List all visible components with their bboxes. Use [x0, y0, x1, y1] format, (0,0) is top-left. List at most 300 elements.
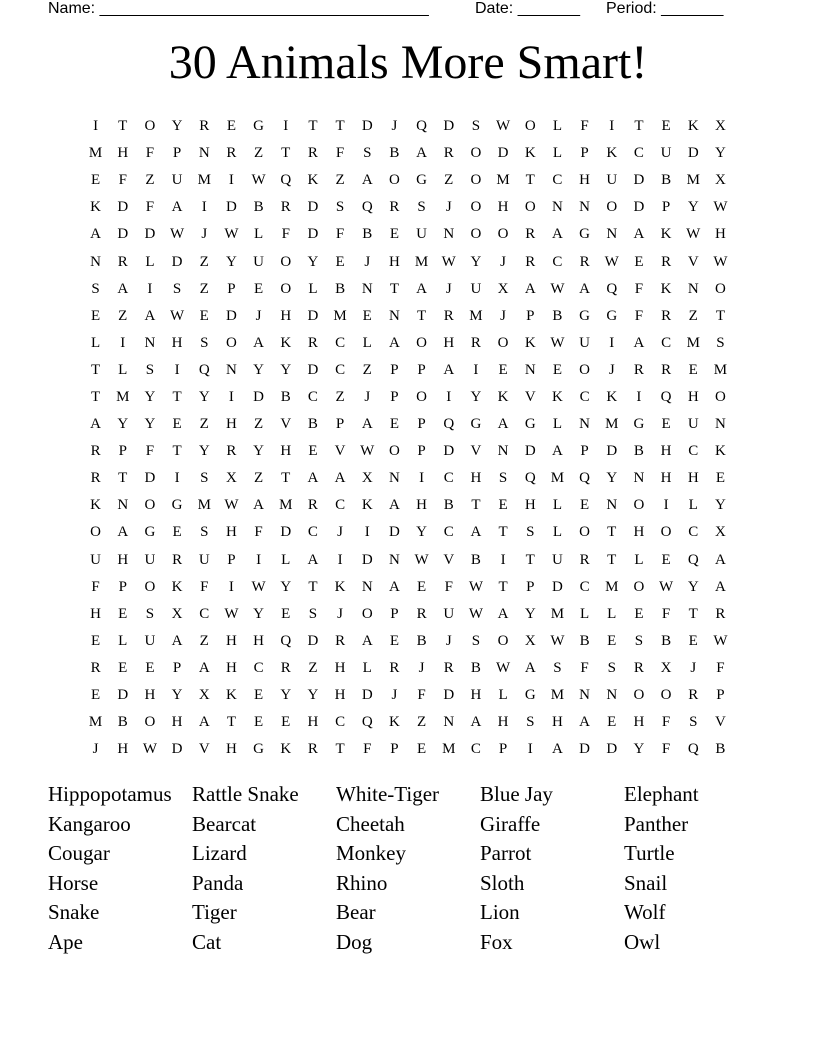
grid-letter[interactable]: E — [118, 605, 128, 622]
grid-letter[interactable]: U — [579, 334, 590, 351]
grid-letter[interactable]: B — [443, 497, 454, 514]
grid-letter[interactable]: D — [606, 741, 618, 758]
grid-letter[interactable]: O — [633, 497, 645, 514]
grid-letter[interactable]: U — [606, 172, 618, 189]
grid-letter[interactable]: J — [500, 253, 506, 270]
grid-letter[interactable]: A — [470, 524, 482, 541]
grid-letter[interactable]: N — [606, 226, 618, 243]
grid-letter[interactable]: A — [524, 280, 536, 297]
grid-letter[interactable]: W — [550, 632, 565, 649]
grid-letter[interactable]: U — [551, 551, 563, 568]
grid-letter[interactable]: T — [607, 524, 617, 541]
grid-letter[interactable]: W — [468, 605, 483, 622]
grid-letter[interactable]: A — [171, 199, 183, 216]
grid-letter[interactable]: S — [526, 714, 535, 731]
grid-letter[interactable]: O — [714, 388, 726, 405]
grid-letter[interactable]: C — [470, 741, 481, 758]
grid-letter[interactable]: F — [580, 659, 589, 676]
grid-letter[interactable]: I — [174, 361, 180, 378]
grid-letter[interactable]: S — [200, 470, 209, 487]
grid-letter[interactable]: P — [390, 741, 399, 758]
grid-letter[interactable]: I — [256, 551, 262, 568]
grid-letter[interactable]: A — [388, 578, 400, 595]
grid-letter[interactable]: W — [713, 199, 728, 216]
grid-letter[interactable]: O — [144, 118, 156, 135]
grid-letter[interactable]: W — [550, 280, 565, 297]
grid-letter[interactable]: M — [496, 172, 510, 189]
grid-letter[interactable]: Z — [335, 172, 345, 189]
grid-letter[interactable]: D — [307, 632, 319, 649]
grid-letter[interactable]: A — [551, 226, 563, 243]
grid-letter[interactable]: J — [418, 659, 425, 676]
grid-letter[interactable]: F — [363, 741, 372, 758]
grid-letter[interactable]: O — [388, 443, 400, 460]
grid-letter[interactable]: W — [604, 253, 619, 270]
grid-letter[interactable]: F — [200, 578, 209, 595]
grid-letter[interactable]: B — [416, 632, 427, 649]
grid-letter[interactable]: L — [308, 280, 318, 297]
grid-letter[interactable]: R — [715, 605, 726, 622]
grid-letter[interactable]: Y — [307, 253, 319, 270]
grid-letter[interactable]: A — [497, 605, 509, 622]
grid-letter[interactable]: R — [443, 659, 454, 676]
grid-letter[interactable]: D — [144, 470, 156, 487]
grid-letter[interactable]: O — [714, 280, 726, 297]
grid-letter[interactable]: R — [579, 253, 590, 270]
grid-letter[interactable]: K — [606, 388, 618, 405]
grid-letter[interactable]: Q — [280, 172, 292, 189]
grid-letter[interactable]: D — [443, 443, 455, 460]
grid-letter[interactable]: A — [90, 226, 101, 243]
grid-letter[interactable]: D — [633, 172, 645, 189]
grid-letter[interactable]: M — [414, 253, 429, 270]
grid-letter[interactable]: Y — [171, 118, 183, 135]
grid-letter[interactable]: I — [228, 578, 234, 595]
grid-letter[interactable]: W — [495, 118, 511, 135]
grid-letter[interactable]: R — [172, 551, 183, 568]
grid-letter[interactable]: U — [470, 280, 482, 297]
grid-letter[interactable]: T — [389, 280, 399, 297]
grid-letter[interactable]: L — [281, 551, 291, 568]
grid-letter[interactable]: R — [389, 199, 400, 216]
grid-letter[interactable]: B — [470, 551, 481, 568]
grid-letter[interactable]: A — [416, 145, 427, 162]
grid-letter[interactable]: P — [526, 307, 535, 324]
grid-letter[interactable]: H — [225, 416, 237, 433]
grid-letter[interactable]: H — [660, 470, 672, 487]
grid-letter[interactable]: F — [634, 280, 644, 297]
grid-letter[interactable]: U — [144, 551, 156, 568]
grid-letter[interactable]: E — [226, 118, 236, 135]
grid-letter[interactable]: R — [335, 632, 346, 649]
grid-letter[interactable]: K — [90, 199, 101, 216]
grid-letter[interactable]: K — [714, 443, 726, 460]
grid-letter[interactable]: O — [470, 199, 482, 216]
grid-letter[interactable]: D — [361, 118, 373, 135]
grid-letter[interactable]: I — [337, 551, 343, 568]
grid-letter[interactable]: Y — [687, 578, 699, 595]
grid-letter[interactable]: N — [524, 361, 536, 378]
grid-letter[interactable]: Y — [144, 416, 156, 433]
grid-letter[interactable]: A — [633, 226, 645, 243]
grid-letter[interactable]: S — [498, 470, 508, 487]
grid-letter[interactable]: O — [606, 199, 618, 216]
grid-letter[interactable]: O — [90, 524, 101, 541]
grid-letter[interactable]: U — [171, 172, 183, 189]
grid-letter[interactable]: H — [497, 199, 509, 216]
grid-letter[interactable]: R — [470, 334, 481, 351]
grid-letter[interactable]: N — [606, 687, 618, 704]
grid-letter[interactable]: Y — [253, 361, 264, 378]
grid-letter[interactable]: S — [363, 145, 372, 162]
grid-letter[interactable]: Q — [660, 388, 672, 405]
grid-letter[interactable]: H — [687, 388, 699, 405]
grid-letter[interactable]: J — [445, 632, 452, 649]
grid-letter[interactable]: D — [551, 578, 563, 595]
period-field[interactable]: Period: _______ — [606, 0, 724, 17]
grid-letter[interactable]: I — [473, 361, 479, 378]
grid-letter[interactable]: C — [307, 524, 318, 541]
grid-letter[interactable]: T — [715, 307, 725, 324]
grid-letter[interactable]: X — [497, 280, 509, 297]
grid-letter[interactable]: E — [90, 632, 101, 649]
grid-letter[interactable]: E — [607, 632, 617, 649]
grid-letter[interactable]: R — [661, 253, 672, 270]
grid-letter[interactable]: W — [169, 226, 185, 243]
grid-letter[interactable]: R — [525, 226, 536, 243]
grid-letter[interactable]: Z — [416, 714, 427, 731]
grid-letter[interactable]: S — [716, 334, 725, 351]
grid-letter[interactable]: T — [471, 497, 481, 514]
grid-letter[interactable]: H — [443, 334, 455, 351]
grid-letter[interactable]: Z — [199, 632, 209, 649]
grid-letter[interactable]: D — [361, 687, 373, 704]
grid-letter[interactable]: R — [226, 443, 237, 460]
grid-letter[interactable]: P — [417, 443, 426, 460]
grid-letter[interactable]: L — [498, 687, 508, 704]
grid-letter[interactable]: O — [497, 632, 509, 649]
grid-letter[interactable]: C — [443, 524, 454, 541]
grid-letter[interactable]: L — [118, 632, 128, 649]
grid-letter[interactable]: Z — [145, 172, 155, 189]
grid-letter[interactable]: T — [172, 443, 182, 460]
grid-letter[interactable]: A — [307, 551, 319, 568]
grid-letter[interactable]: S — [471, 632, 481, 649]
grid-letter[interactable]: Q — [198, 361, 210, 378]
grid-letter[interactable]: E — [90, 307, 101, 324]
grid-letter[interactable]: H — [225, 659, 237, 676]
grid-letter[interactable]: G — [144, 524, 156, 541]
grid-letter[interactable]: L — [253, 226, 264, 243]
grid-letter[interactable]: L — [634, 551, 644, 568]
grid-letter[interactable]: V — [524, 388, 536, 405]
grid-letter[interactable]: S — [145, 605, 155, 622]
grid-letter[interactable]: Q — [579, 470, 590, 487]
grid-letter[interactable]: D — [307, 361, 319, 378]
grid-letter[interactable]: A — [388, 334, 400, 351]
grid-letter[interactable]: O — [280, 253, 292, 270]
grid-letter[interactable]: D — [280, 524, 292, 541]
grid-letter[interactable]: A — [171, 632, 183, 649]
grid-letter[interactable]: O — [470, 172, 482, 189]
grid-letter[interactable]: Y — [606, 470, 618, 487]
grid-letter[interactable]: Z — [362, 361, 372, 378]
grid-letter[interactable]: S — [172, 280, 182, 297]
grid-letter[interactable]: O — [470, 145, 482, 162]
grid-letter[interactable]: W — [686, 226, 701, 243]
grid-letter[interactable]: A — [714, 578, 726, 595]
grid-letter[interactable]: H — [225, 632, 237, 649]
grid-letter[interactable]: Q — [687, 741, 699, 758]
grid-letter[interactable]: B — [280, 388, 291, 405]
grid-letter[interactable]: R — [90, 443, 101, 460]
grid-letter[interactable]: R — [307, 334, 318, 351]
grid-letter[interactable]: C — [335, 714, 346, 731]
grid-letter[interactable]: F — [444, 578, 453, 595]
grid-letter[interactable]: A — [714, 551, 726, 568]
grid-letter[interactable]: X — [361, 470, 373, 487]
grid-letter[interactable]: J — [364, 388, 371, 405]
grid-letter[interactable]: H — [144, 687, 156, 704]
grid-letter[interactable]: H — [117, 551, 129, 568]
grid-letter[interactable]: T — [90, 388, 101, 405]
grid-letter[interactable]: D — [361, 551, 373, 568]
grid-letter[interactable]: K — [660, 280, 672, 297]
grid-letter[interactable]: W — [468, 578, 483, 595]
grid-letter[interactable]: C — [199, 605, 210, 622]
grid-letter[interactable]: P — [227, 551, 236, 568]
grid-letter[interactable]: T — [118, 118, 128, 135]
grid-letter[interactable]: Y — [225, 253, 237, 270]
grid-letter[interactable]: D — [171, 741, 183, 758]
grid-letter[interactable]: B — [335, 280, 346, 297]
grid-letter[interactable]: H — [524, 497, 536, 514]
grid-letter[interactable]: E — [661, 416, 671, 433]
grid-letter[interactable]: N — [225, 361, 237, 378]
grid-letter[interactable]: F — [716, 659, 725, 676]
grid-letter[interactable]: Z — [444, 172, 454, 189]
grid-letter[interactable]: R — [443, 145, 454, 162]
grid-letter[interactable]: L — [145, 253, 155, 270]
grid-letter[interactable]: K — [524, 145, 536, 162]
grid-letter[interactable]: N — [361, 280, 373, 297]
grid-letter[interactable]: I — [663, 497, 669, 514]
grid-letter[interactable]: P — [227, 280, 236, 297]
grid-letter[interactable]: F — [145, 443, 155, 460]
grid-letter[interactable]: Z — [199, 280, 209, 297]
grid-letter[interactable]: I — [283, 118, 289, 135]
grid-letter[interactable]: K — [388, 714, 400, 731]
grid-letter[interactable]: E — [199, 307, 209, 324]
grid-letter[interactable]: Q — [606, 280, 618, 297]
grid-letter[interactable]: U — [416, 226, 427, 243]
grid-letter[interactable]: W — [550, 334, 565, 351]
grid-letter[interactable]: C — [633, 145, 644, 162]
grid-letter[interactable]: E — [253, 280, 264, 297]
grid-letter[interactable]: I — [93, 118, 99, 135]
grid-letter[interactable]: S — [417, 199, 426, 216]
grid-letter[interactable]: H — [470, 470, 482, 487]
grid-letter[interactable]: G — [416, 172, 427, 189]
grid-letter[interactable]: A — [579, 714, 590, 731]
grid-letter[interactable]: I — [446, 388, 452, 405]
grid-letter[interactable]: O — [416, 388, 427, 405]
grid-letter[interactable]: C — [688, 524, 699, 541]
grid-letter[interactable]: I — [527, 741, 533, 758]
grid-letter[interactable]: N — [633, 470, 645, 487]
grid-letter[interactable]: G — [253, 741, 264, 758]
grid-letter[interactable]: M — [550, 470, 565, 487]
grid-letter[interactable]: Z — [199, 253, 209, 270]
grid-letter[interactable]: E — [118, 659, 128, 676]
grid-letter[interactable]: F — [335, 226, 345, 243]
grid-letter[interactable]: D — [443, 118, 455, 135]
grid-letter[interactable]: T — [688, 605, 698, 622]
grid-letter[interactable]: R — [280, 199, 291, 216]
grid-letter[interactable]: E — [308, 443, 318, 460]
grid-letter[interactable]: K — [660, 226, 672, 243]
grid-letter[interactable]: M — [686, 172, 700, 189]
grid-letter[interactable]: K — [687, 118, 699, 135]
grid-letter[interactable]: D — [497, 145, 509, 162]
grid-letter[interactable]: K — [90, 497, 101, 514]
grid-letter[interactable]: A — [524, 659, 536, 676]
grid-letter[interactable]: W — [224, 226, 239, 243]
grid-letter[interactable]: I — [228, 388, 234, 405]
grid-letter[interactable]: L — [688, 497, 698, 514]
grid-letter[interactable]: M — [605, 578, 619, 595]
grid-letter[interactable]: O — [470, 226, 482, 243]
grid-letter[interactable]: K — [361, 497, 373, 514]
grid-letter[interactable]: I — [609, 334, 615, 351]
grid-letter[interactable]: A — [90, 416, 101, 433]
grid-letter[interactable]: D — [225, 307, 237, 324]
grid-letter[interactable]: Y — [416, 524, 427, 541]
grid-letter[interactable]: B — [470, 659, 481, 676]
grid-letter[interactable]: P — [118, 578, 127, 595]
grid-letter[interactable]: A — [253, 497, 264, 514]
grid-letter[interactable]: H — [388, 253, 400, 270]
grid-letter[interactable]: H — [225, 524, 237, 541]
grid-letter[interactable]: G — [470, 416, 482, 433]
grid-letter[interactable]: Z — [253, 416, 264, 433]
grid-letter[interactable]: P — [335, 416, 345, 433]
grid-letter[interactable]: C — [579, 388, 590, 405]
grid-letter[interactable]: M — [605, 416, 619, 433]
grid-letter[interactable]: M — [686, 334, 700, 351]
grid-letter[interactable]: Z — [253, 470, 264, 487]
grid-letter[interactable]: V — [687, 253, 699, 270]
grid-letter[interactable]: R — [661, 361, 672, 378]
grid-letter[interactable]: P — [526, 578, 535, 595]
grid-letter[interactable]: F — [145, 145, 155, 162]
grid-letter[interactable]: J — [337, 605, 343, 622]
grid-letter[interactable]: H — [470, 687, 482, 704]
grid-letter[interactable]: N — [388, 470, 400, 487]
grid-letter[interactable]: A — [144, 307, 156, 324]
name-field[interactable]: Name: _____________________________________ — [48, 0, 429, 17]
grid-letter[interactable]: P — [661, 199, 671, 216]
grid-letter[interactable]: O — [144, 497, 156, 514]
grid-letter[interactable]: H — [633, 524, 645, 541]
grid-letter[interactable]: I — [500, 551, 506, 568]
grid-letter[interactable]: O — [144, 578, 156, 595]
grid-letter[interactable]: W — [658, 578, 674, 595]
grid-letter[interactable]: Y — [117, 416, 129, 433]
grid-letter[interactable]: D — [171, 253, 183, 270]
grid-letter[interactable]: N — [579, 687, 590, 704]
grid-letter[interactable]: E — [661, 118, 671, 135]
grid-letter[interactable]: M — [88, 145, 103, 162]
grid-letter[interactable]: G — [253, 118, 264, 135]
grid-letter[interactable]: I — [419, 470, 425, 487]
grid-letter[interactable]: B — [389, 145, 400, 162]
grid-letter[interactable]: A — [551, 741, 563, 758]
grid-letter[interactable]: K — [497, 388, 509, 405]
grid-letter[interactable]: H — [579, 172, 590, 189]
grid-letter[interactable]: U — [144, 632, 156, 649]
grid-letter[interactable]: O — [633, 687, 645, 704]
grid-letter[interactable]: E — [552, 361, 562, 378]
grid-letter[interactable]: T — [416, 307, 427, 324]
grid-letter[interactable]: V — [334, 443, 346, 460]
grid-letter[interactable]: C — [552, 253, 563, 270]
grid-letter[interactable]: C — [661, 334, 672, 351]
grid-letter[interactable]: J — [608, 361, 615, 378]
grid-letter[interactable]: P — [580, 145, 589, 162]
grid-letter[interactable]: N — [497, 443, 509, 460]
grid-letter[interactable]: O — [660, 687, 672, 704]
grid-letter[interactable]: X — [171, 605, 183, 622]
grid-letter[interactable]: Z — [253, 145, 264, 162]
grid-letter[interactable]: M — [197, 497, 211, 514]
grid-letter[interactable]: T — [226, 714, 236, 731]
grid-letter[interactable]: N — [579, 416, 590, 433]
grid-letter[interactable]: K — [280, 741, 292, 758]
grid-letter[interactable]: Q — [443, 416, 455, 433]
grid-letter[interactable]: L — [552, 524, 562, 541]
grid-letter[interactable]: F — [661, 605, 671, 622]
grid-letter[interactable]: O — [361, 605, 373, 622]
grid-letter[interactable]: Y — [198, 443, 210, 460]
grid-letter[interactable]: G — [579, 226, 590, 243]
grid-letter[interactable]: R — [443, 307, 454, 324]
grid-letter[interactable]: N — [144, 334, 156, 351]
grid-letter[interactable]: T — [308, 578, 318, 595]
grid-letter[interactable]: T — [335, 741, 345, 758]
grid-letter[interactable]: F — [254, 524, 263, 541]
grid-letter[interactable]: R — [307, 741, 318, 758]
grid-letter[interactable]: A — [198, 714, 210, 731]
grid-letter[interactable]: P — [498, 741, 508, 758]
grid-letter[interactable]: J — [690, 659, 697, 676]
date-field[interactable]: Date: _______ — [475, 0, 580, 17]
grid-letter[interactable]: F — [118, 172, 127, 189]
grid-letter[interactable]: Y — [280, 687, 292, 704]
grid-letter[interactable]: P — [118, 443, 127, 460]
grid-letter[interactable]: R — [307, 497, 318, 514]
grid-letter[interactable]: D — [524, 443, 536, 460]
grid-letter[interactable]: M — [713, 361, 728, 378]
grid-letter[interactable]: O — [579, 361, 590, 378]
grid-letter[interactable]: D — [117, 226, 129, 243]
grid-letter[interactable]: I — [609, 118, 615, 135]
grid-letter[interactable]: J — [92, 741, 99, 758]
grid-letter[interactable]: N — [90, 253, 101, 270]
grid-letter[interactable]: D — [307, 199, 319, 216]
grid-letter[interactable]: W — [224, 605, 239, 622]
grid-letter[interactable]: N — [443, 226, 455, 243]
